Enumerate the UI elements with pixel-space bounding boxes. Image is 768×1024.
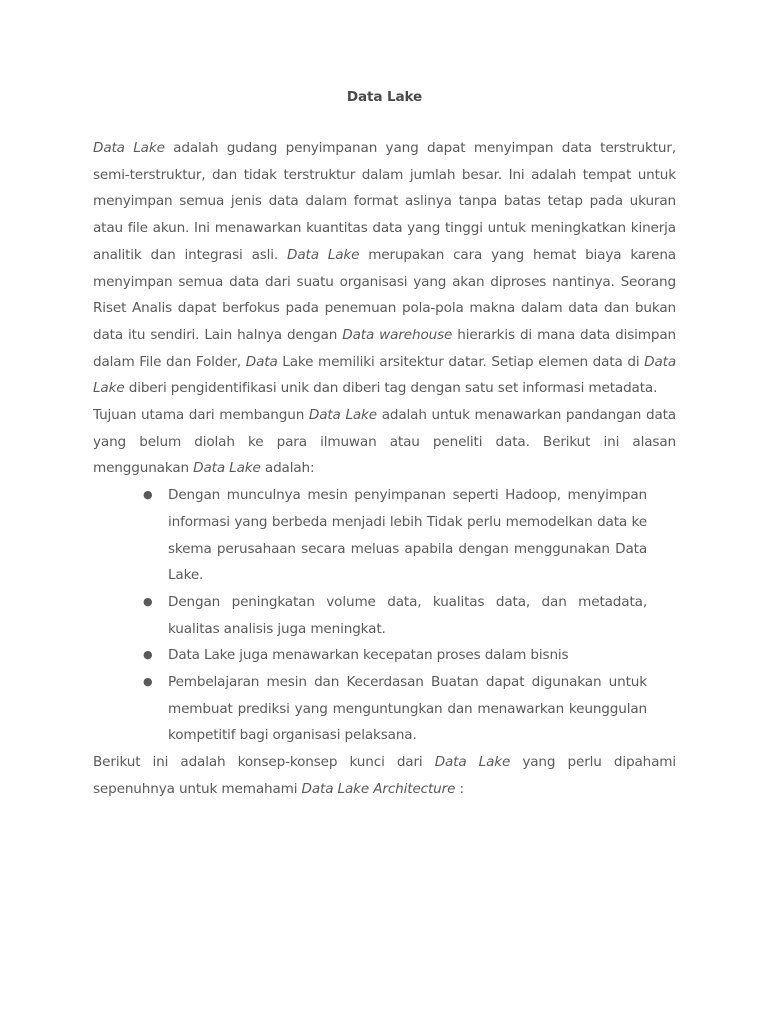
paragraph-concepts: Berikut ini adalah konsep-konsep kunci dari Data Lake yang perlu dipahami sepenuhnya untuk memahami Data Lake Architecture : bbox=[93, 754, 676, 797]
list-item: ● Dengan peningkatan volume data, kualitas data, dan metadata, kualitas analisis juga meningkat. bbox=[168, 589, 647, 642]
reasons-list bbox=[93, 482, 676, 749]
bullet-icon: ● bbox=[143, 648, 153, 662]
term-data-lake-architecture: Data Lake Architecture bbox=[301, 780, 456, 797]
term-data-lake: Data Lake bbox=[93, 140, 165, 156]
term-data: Data bbox=[245, 353, 278, 370]
term-data-lake: Data Lake bbox=[434, 754, 511, 771]
term-data-lake: Data Lake bbox=[193, 460, 261, 477]
document-page bbox=[93, 86, 676, 803]
list-item: ● Pembelajaran mesin dan Kecerdasan Buatan dapat digunakan untuk membuat prediksi yang menguntungkan dan menawarkan keunggulan kompetitif bagi organisasi pelaksana. bbox=[168, 669, 647, 749]
term-data-warehouse: Data warehouse bbox=[342, 326, 453, 343]
list-item: ● Data Lake juga menawarkan kecepatan proses dalam bisnis bbox=[168, 642, 647, 669]
document-title: Data Lake bbox=[346, 89, 423, 105]
term-data-lake: Data Lake bbox=[308, 407, 377, 424]
paragraph-intro: Data Lake adalah gudang penyimpanan yang dapat menyimpan data terstruktur, semi-terstruktur, dan tidak terstruktur dalam jumlah besar. Ini adalah tempat untuk menyimpan semua jenis data dalam format aslinya tanpa batas tetap pada ukuran atau file akun. Ini menawarkan kuantitas data yang tinggi untuk meningkatkan kinerja analitik dan integrasi asli. Data Lake merupakan cara yang hemat biaya karena menyimpan semua data dari suatu organisasi yang akan diproses nantinya. Seorang Riset Analis dapat berfokus pada penemuan pola-pola makna dalam data dan bukan data itu sendiri. Lain halnya dengan Data warehouse hierarkis di mana data disimpan dalam File dan Folder, Data Lake memiliki arsitektur datar. Setiap elemen data di Data Lake diberi pengidentifikasi unik dan diberi tag dengan satu set informasi metadata. bbox=[93, 140, 676, 397]
bullet-icon: ● bbox=[143, 594, 153, 608]
paragraph-purpose: Tujuan utama dari membangun Data Lake adalah untuk menawarkan pandangan data yang belum diolah ke para ilmuwan atau peneliti data. Berikut ini alasan menggunakan Data Lake adalah: bbox=[93, 407, 676, 477]
term-data-lake: Data Lake bbox=[93, 353, 676, 397]
term-data-lake: Data Lake bbox=[287, 246, 360, 263]
list-item: ● Dengan munculnya mesin penyimpanan seperti Hadoop, menyimpan informasi yang berbeda menjadi lebih Tidak perlu memodelkan data ke skema perusahaan secara meluas apabila dengan menggunakan Data Lake. bbox=[168, 482, 647, 589]
bullet-icon: ● bbox=[143, 488, 153, 502]
bullet-icon: ● bbox=[143, 675, 153, 689]
